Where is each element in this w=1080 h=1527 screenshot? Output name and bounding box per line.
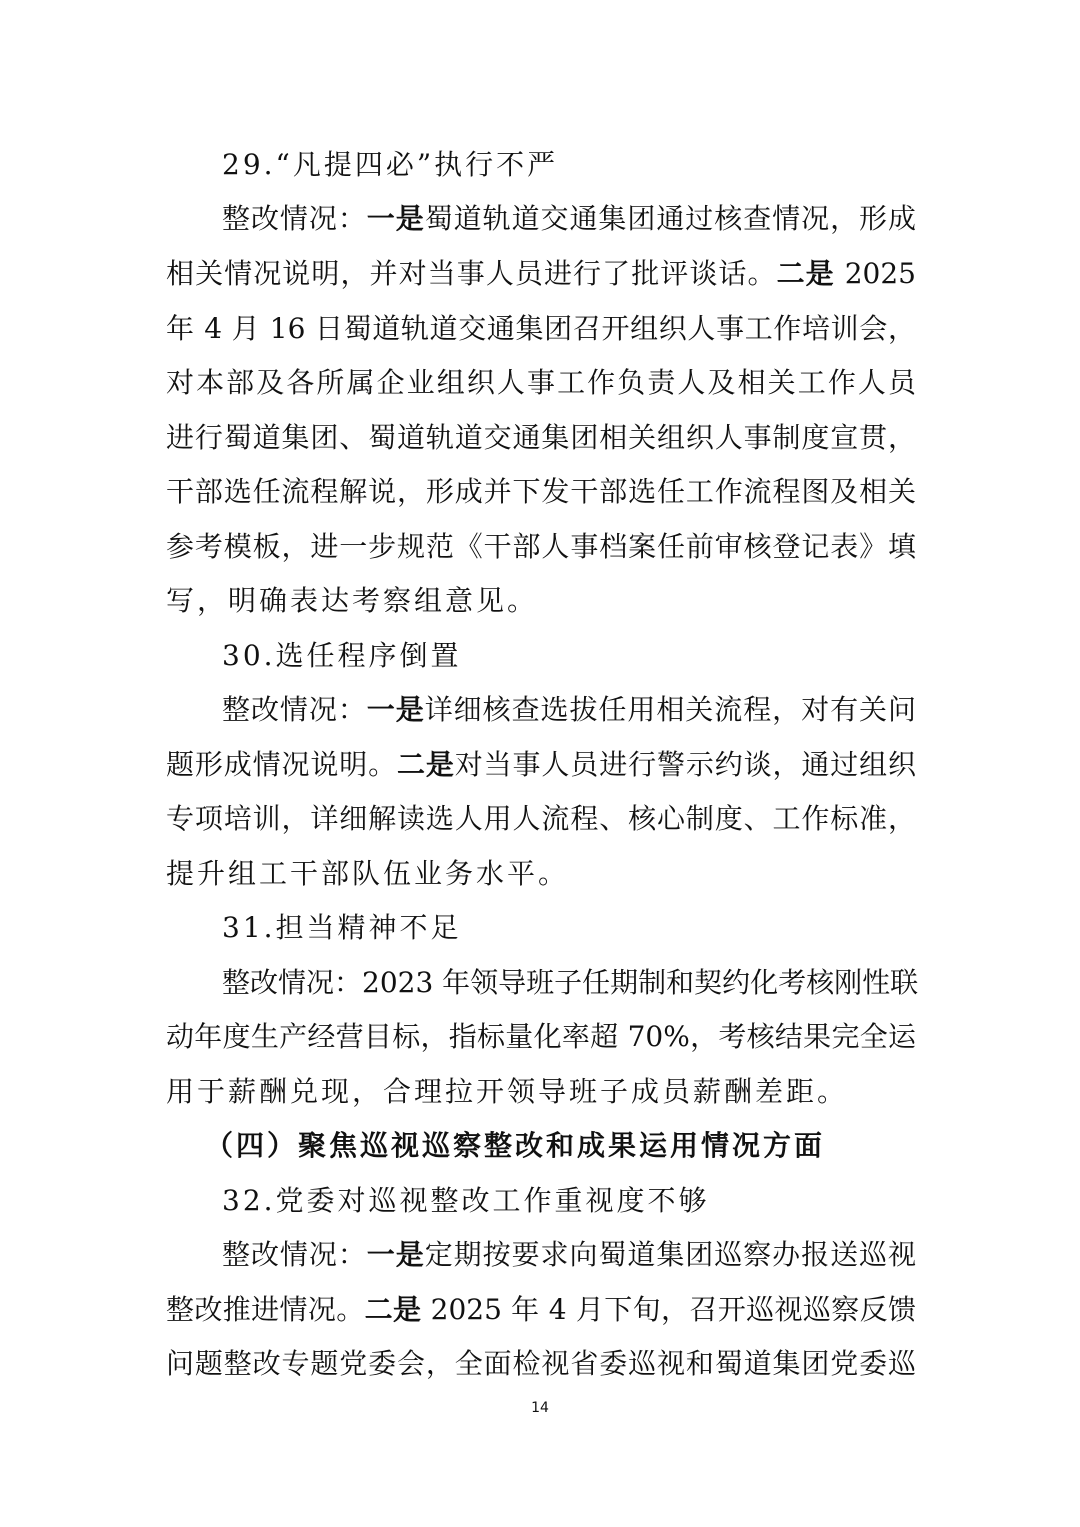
body-line xyxy=(166,1290,916,1330)
text-run: 对当事人员进行警示约谈，通过组织 xyxy=(454,748,916,781)
bold-marker-second: 二是 xyxy=(364,1293,422,1326)
text-run: 整改情况：2023 年领导班子任期制和契约化考核刚性联 xyxy=(222,966,919,999)
text-run: 动年度生产经营目标，指标量化率超 70%，考核结果完全运 xyxy=(166,1020,916,1053)
body-line xyxy=(166,309,916,349)
item-29-title xyxy=(222,145,916,185)
body-line xyxy=(166,254,916,294)
item-29-rectification-line xyxy=(222,199,916,239)
bold-marker-first: 一是 xyxy=(366,202,425,235)
text-run: 干部选任流程解说，形成并下发干部选任工作流程图及相关 xyxy=(166,475,916,508)
text-run: 蜀道轨道交通集团通过核查情况，形成 xyxy=(424,202,916,235)
page-number: 14 xyxy=(531,1400,549,1416)
body-line xyxy=(166,745,916,785)
text-run: 对本部及各所属企业组织人事工作负责人及相关工作人员 xyxy=(166,366,916,399)
text-run: 用于薪酬兑现，合理拉开领导班子成员薪酬差距。 xyxy=(166,1075,849,1108)
body-line xyxy=(166,1344,916,1384)
text-run: 30.选任程序倒置 xyxy=(222,639,462,672)
item-31-title xyxy=(222,908,916,948)
text-run: 整改推进情况。 xyxy=(166,1293,365,1326)
bold-marker-first: 一是 xyxy=(366,693,425,726)
item-30-title xyxy=(222,636,916,676)
text-run: 整改情况： xyxy=(222,202,367,235)
text-run: 进行蜀道集团、蜀道轨道交通集团相关组织人事制度宣贯， xyxy=(166,421,916,454)
text-run: 31.担当精神不足 xyxy=(222,911,462,944)
body-line xyxy=(166,799,916,839)
text-run: 定期按要求向蜀道集团巡察办报送巡视 xyxy=(424,1238,916,1271)
bold-marker-second: 二是 xyxy=(776,257,835,290)
item-32-rectification-line xyxy=(222,1235,916,1275)
section-heading xyxy=(205,1126,925,1166)
item-32-title xyxy=(222,1181,916,1221)
text-run: 29.“凡提四必”执行不严 xyxy=(222,148,559,181)
bold-marker-second: 二是 xyxy=(397,748,455,781)
text-run: （四）聚焦巡视巡察整改和成果运用情况方面 xyxy=(205,1129,826,1162)
body-line xyxy=(166,472,916,512)
body-line xyxy=(166,418,916,458)
text-run: 写，明确表达考察组意见。 xyxy=(166,584,539,617)
body-line xyxy=(166,1072,916,1112)
text-run: 提升组工干部队伍业务水平。 xyxy=(166,857,570,890)
body-line xyxy=(166,527,916,567)
body-line xyxy=(166,363,916,403)
body-line xyxy=(166,854,916,894)
item-31-rectification-line xyxy=(222,963,919,1003)
text-run: 整改情况： xyxy=(222,1238,367,1271)
text-run: 2025 xyxy=(834,257,916,290)
body-line xyxy=(166,1017,916,1057)
item-30-rectification-line xyxy=(222,690,916,730)
text-run: 题形成情况说明。 xyxy=(166,748,398,781)
text-run: 整改情况： xyxy=(222,693,367,726)
text-run: 详细核查选拔任用相关流程，对有关问 xyxy=(424,693,916,726)
text-run: 年 4 月 16 日蜀道轨道交通集团召开组织人事工作培训会， xyxy=(166,312,916,345)
text-run: 相关情况说明，并对当事人员进行了批评谈话。 xyxy=(166,257,777,290)
text-run: 问题整改专题党委会，全面检视省委巡视和蜀道集团党委巡 xyxy=(166,1347,916,1380)
text-run: 参考模板，进一步规范《干部人事档案任前审核登记表》填 xyxy=(166,530,916,563)
text-run: 2025 年 4 月下旬，召开巡视巡察反馈 xyxy=(421,1293,916,1326)
bold-marker-first: 一是 xyxy=(366,1238,425,1271)
body-line xyxy=(166,581,916,621)
text-run: 专项培训，详细解读选人用人流程、核心制度、工作标准， xyxy=(166,802,916,835)
text-run: 32.党委对巡视整改工作重视度不够 xyxy=(222,1184,710,1217)
